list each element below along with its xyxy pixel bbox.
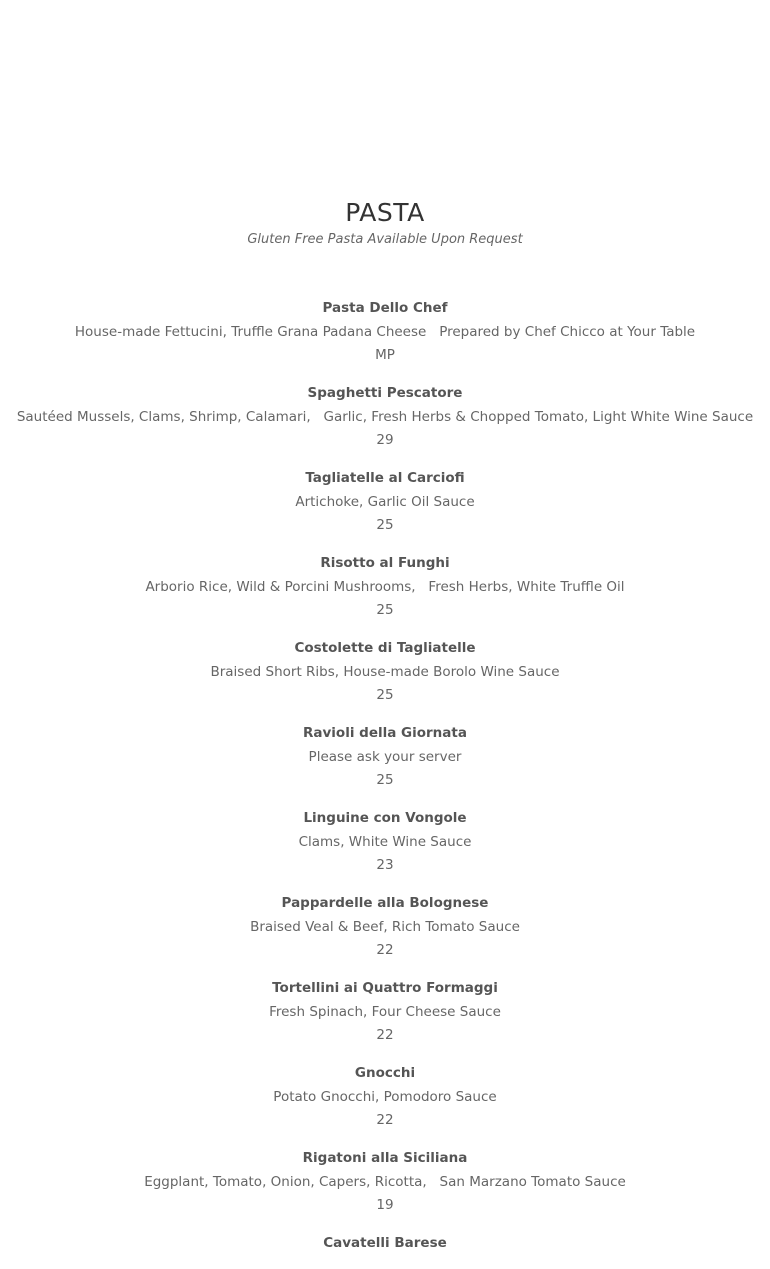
- item-name: Costolette di Tagliatelle: [294, 640, 476, 656]
- item-name: Spaghetti Pescatore: [307, 385, 463, 401]
- item-description: Braised Short Ribs, House-made Borolo Wine Sauce: [210, 664, 560, 680]
- menu-item: [0, 1146, 770, 1217]
- item-name: Gnocchi: [354, 1065, 416, 1081]
- item-price: 29: [376, 432, 394, 448]
- menu-item: [0, 1061, 770, 1132]
- item-description: Potato Gnocchi, Pomodoro Sauce: [273, 1089, 497, 1105]
- item-description: Braised Veal & Beef, Rich Tomato Sauce: [250, 919, 520, 935]
- item-description: Artichoke, Garlic Oil Sauce: [295, 494, 475, 510]
- item-price: 22: [376, 1027, 394, 1043]
- menu-item: [0, 1231, 770, 1255]
- item-price: 19: [376, 1197, 394, 1213]
- menu-item: [0, 891, 770, 962]
- item-name: Pasta Dello Chef: [322, 300, 448, 316]
- item-price: MP: [375, 347, 395, 363]
- item-name: Ravioli della Giornata: [303, 725, 467, 741]
- item-description: Eggplant, Tomato, Onion, Capers, Ricotta, San Marzano Tomato Sauce: [144, 1174, 626, 1190]
- menu-item: [0, 721, 770, 792]
- item-description: House-made Fettucini, Truffle Grana Padana Cheese Prepared by Chef Chicco at Your Table: [74, 324, 696, 340]
- item-name: Rigatoni alla Siciliana: [302, 1150, 468, 1166]
- item-name: Risotto al Funghi: [320, 555, 450, 571]
- menu-item: [0, 976, 770, 1047]
- section-note: Gluten Free Pasta Available Upon Request: [247, 232, 523, 247]
- item-name: Linguine con Vongole: [303, 810, 467, 826]
- menu-items: [0, 296, 770, 1255]
- menu-item: [0, 636, 770, 707]
- menu-item: [0, 381, 770, 452]
- item-price: 25: [376, 602, 394, 618]
- item-price: 25: [376, 687, 394, 703]
- menu-item: [0, 551, 770, 622]
- item-price: 22: [376, 1112, 394, 1128]
- item-name: Cavatelli Barese: [323, 1235, 447, 1251]
- item-description: Sautéed Mussels, Clams, Shrimp, Calamari, Garlic, Fresh Herbs & Chopped Tomato, Light White Wine Sauce: [16, 409, 754, 425]
- item-description: Clams, White Wine Sauce: [298, 834, 472, 850]
- menu-item: [0, 296, 770, 367]
- section-title: PASTA: [345, 198, 425, 227]
- pasta-menu-section: [0, 196, 770, 1269]
- item-description: Fresh Spinach, Four Cheese Sauce: [269, 1004, 501, 1020]
- item-name: Pappardelle alla Bolognese: [281, 895, 489, 911]
- menu-item: [0, 806, 770, 877]
- item-description: Arborio Rice, Wild & Porcini Mushrooms, Fresh Herbs, White Truffle Oil: [145, 579, 625, 595]
- item-price: 25: [376, 517, 394, 533]
- item-price: 25: [376, 772, 394, 788]
- item-description: Please ask your server: [308, 749, 462, 765]
- item-price: 23: [376, 857, 394, 873]
- item-price: 22: [376, 942, 394, 958]
- item-name: Tagliatelle al Carciofi: [305, 470, 465, 486]
- item-name: Tortellini ai Quattro Formaggi: [272, 980, 498, 996]
- menu-item: [0, 466, 770, 537]
